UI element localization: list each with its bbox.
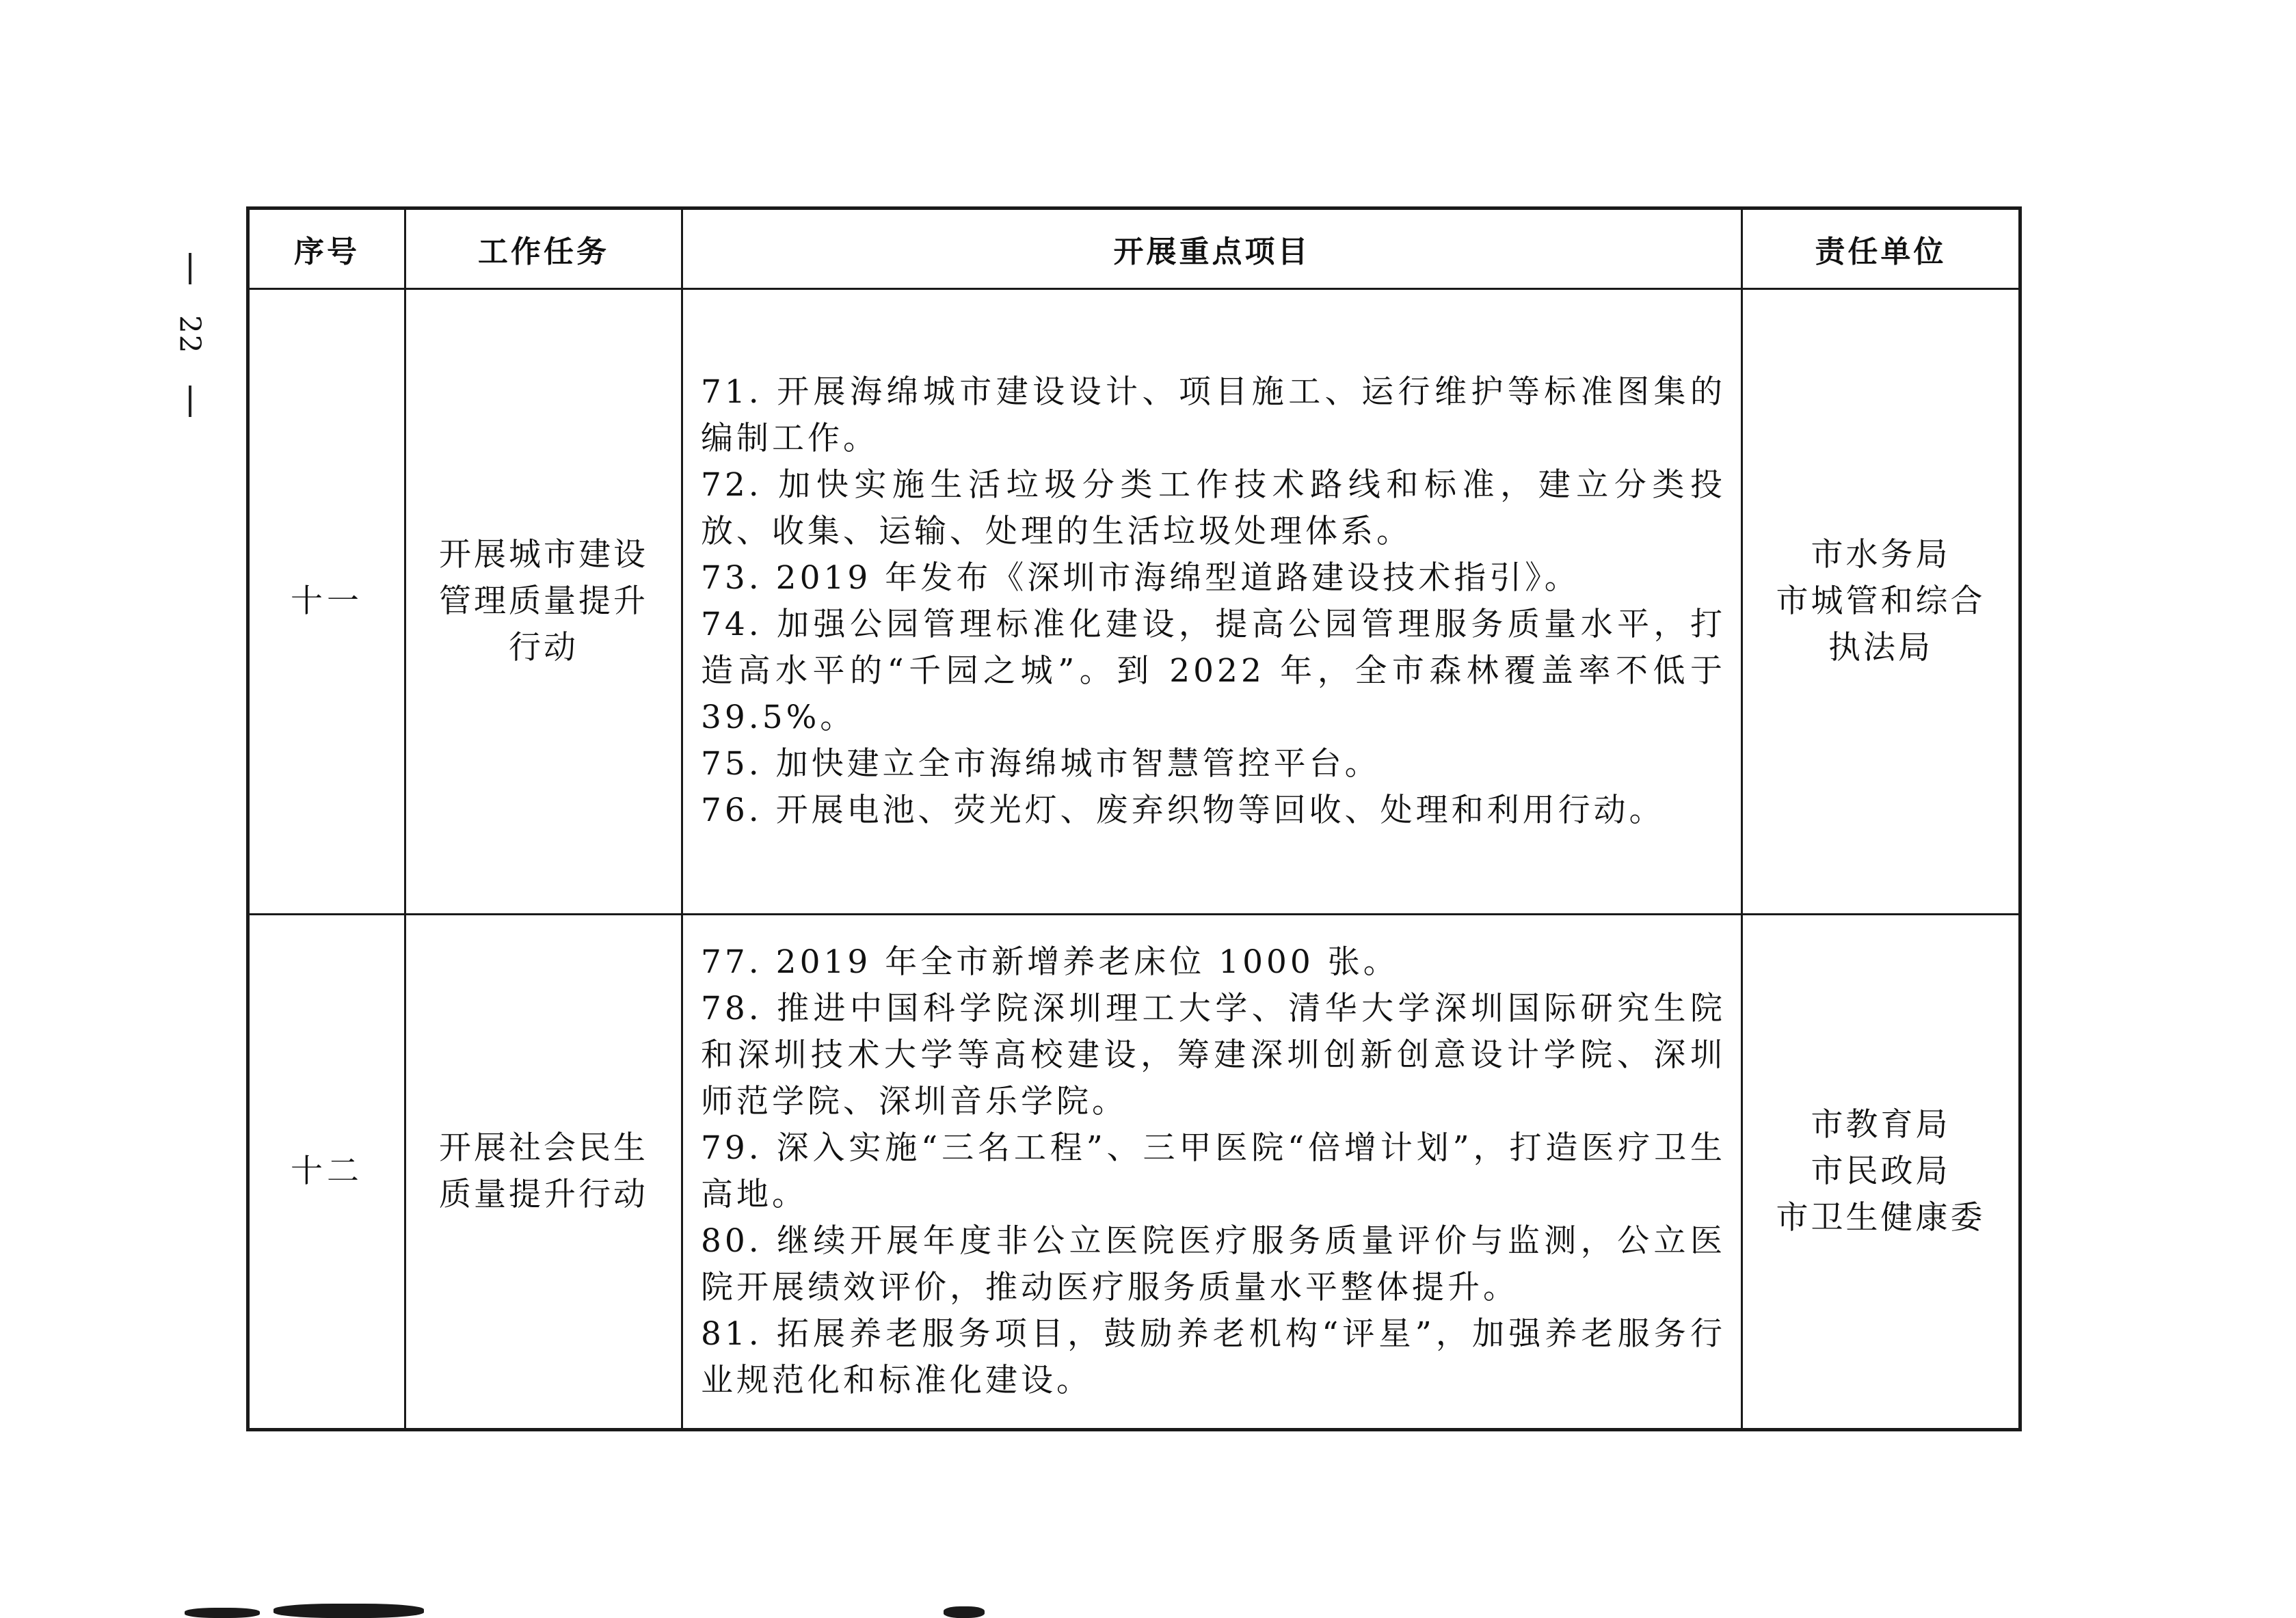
responsible-unit: 市城管和综合 xyxy=(1776,582,1986,620)
table-header-row xyxy=(248,208,2020,289)
list-item: 80. 继续开展年度非公立医院医疗服务质量评价与监测，公立医院开展绩效评价，推动医疗服务质量水平整体提升。 xyxy=(701,1222,1726,1306)
page-number-dash-bottom xyxy=(189,386,191,417)
row-unit-cell xyxy=(1742,289,2020,915)
table-row xyxy=(248,289,2020,915)
row-task-cell xyxy=(405,915,682,1430)
scan-artifact xyxy=(944,1606,985,1618)
row-task-cell xyxy=(405,289,682,915)
list-item: 75. 加快建立全市海绵城市智慧管控平台。 xyxy=(701,745,1380,783)
page-number xyxy=(163,253,217,417)
row-items-cell xyxy=(682,915,1742,1430)
header-task: 工作任务 xyxy=(405,208,682,289)
table-row xyxy=(248,915,2020,1430)
page-number-dash-top xyxy=(189,253,191,284)
row-seq: 十一 xyxy=(248,289,405,915)
list-item: 81. 拓展养老服务项目，鼓励养老机构“评星”，加强养老服务行业规范化和标准化建设。 xyxy=(701,1315,1726,1399)
items-list xyxy=(701,939,1726,1404)
responsible-unit: 执法局 xyxy=(1828,629,1933,666)
row-task: 开展城市建设管理质量提升行动 xyxy=(439,536,648,666)
responsible-unit: 市水务局 xyxy=(1811,536,1951,574)
page-number-text: 22 xyxy=(173,315,207,355)
work-plan-table xyxy=(246,206,2022,1431)
list-item: 72. 加快实施生活垃圾分类工作技术路线和标准，建立分类投放、收集、运输、处理的生活垃圾处理体系。 xyxy=(701,466,1726,550)
header-seq: 序号 xyxy=(248,208,405,289)
list-item: 79. 深入实施“三名工程”、三甲医院“倍增计划”，打造医疗卫生高地。 xyxy=(701,1129,1726,1213)
responsible-unit: 市卫生健康委 xyxy=(1776,1199,1986,1237)
header-unit: 责任单位 xyxy=(1742,208,2020,289)
responsible-unit: 市民政局 xyxy=(1811,1152,1951,1190)
scan-artifact xyxy=(273,1604,424,1618)
row-seq: 十二 xyxy=(248,915,405,1430)
list-item: 78. 推进中国科学院深圳理工大学、清华大学深圳国际研究生院和深圳技术大学等高校建设，筹建深圳创新创意设计学院、深圳师范学院、深圳音乐学院。 xyxy=(701,990,1726,1120)
row-items-cell xyxy=(682,289,1742,915)
row-task: 开展社会民生质量提升行动 xyxy=(439,1129,648,1213)
list-item: 73. 2019 年发布《深圳市海绵型道路建设技术指引》。 xyxy=(701,559,1580,597)
list-item: 74. 加强公园管理标准化建设，提高公园管理服务质量水平，打造高水平的“千园之城”。到 2022 年，全市森林覆盖率不低于 39.5%。 xyxy=(701,606,1726,736)
responsible-unit: 市教育局 xyxy=(1811,1106,1951,1144)
items-list xyxy=(701,369,1726,834)
header-items: 开展重点项目 xyxy=(682,208,1742,289)
list-item: 71. 开展海绵城市建设设计、项目施工、运行维护等标准图集的编制工作。 xyxy=(701,373,1726,457)
row-unit-cell xyxy=(1742,915,2020,1430)
list-item: 77. 2019 年全市新增养老床位 1000 张。 xyxy=(701,943,1399,981)
scan-artifact xyxy=(185,1608,260,1618)
list-item: 76. 开展电池、荧光灯、废弃织物等回收、处理和利用行动。 xyxy=(701,792,1665,829)
